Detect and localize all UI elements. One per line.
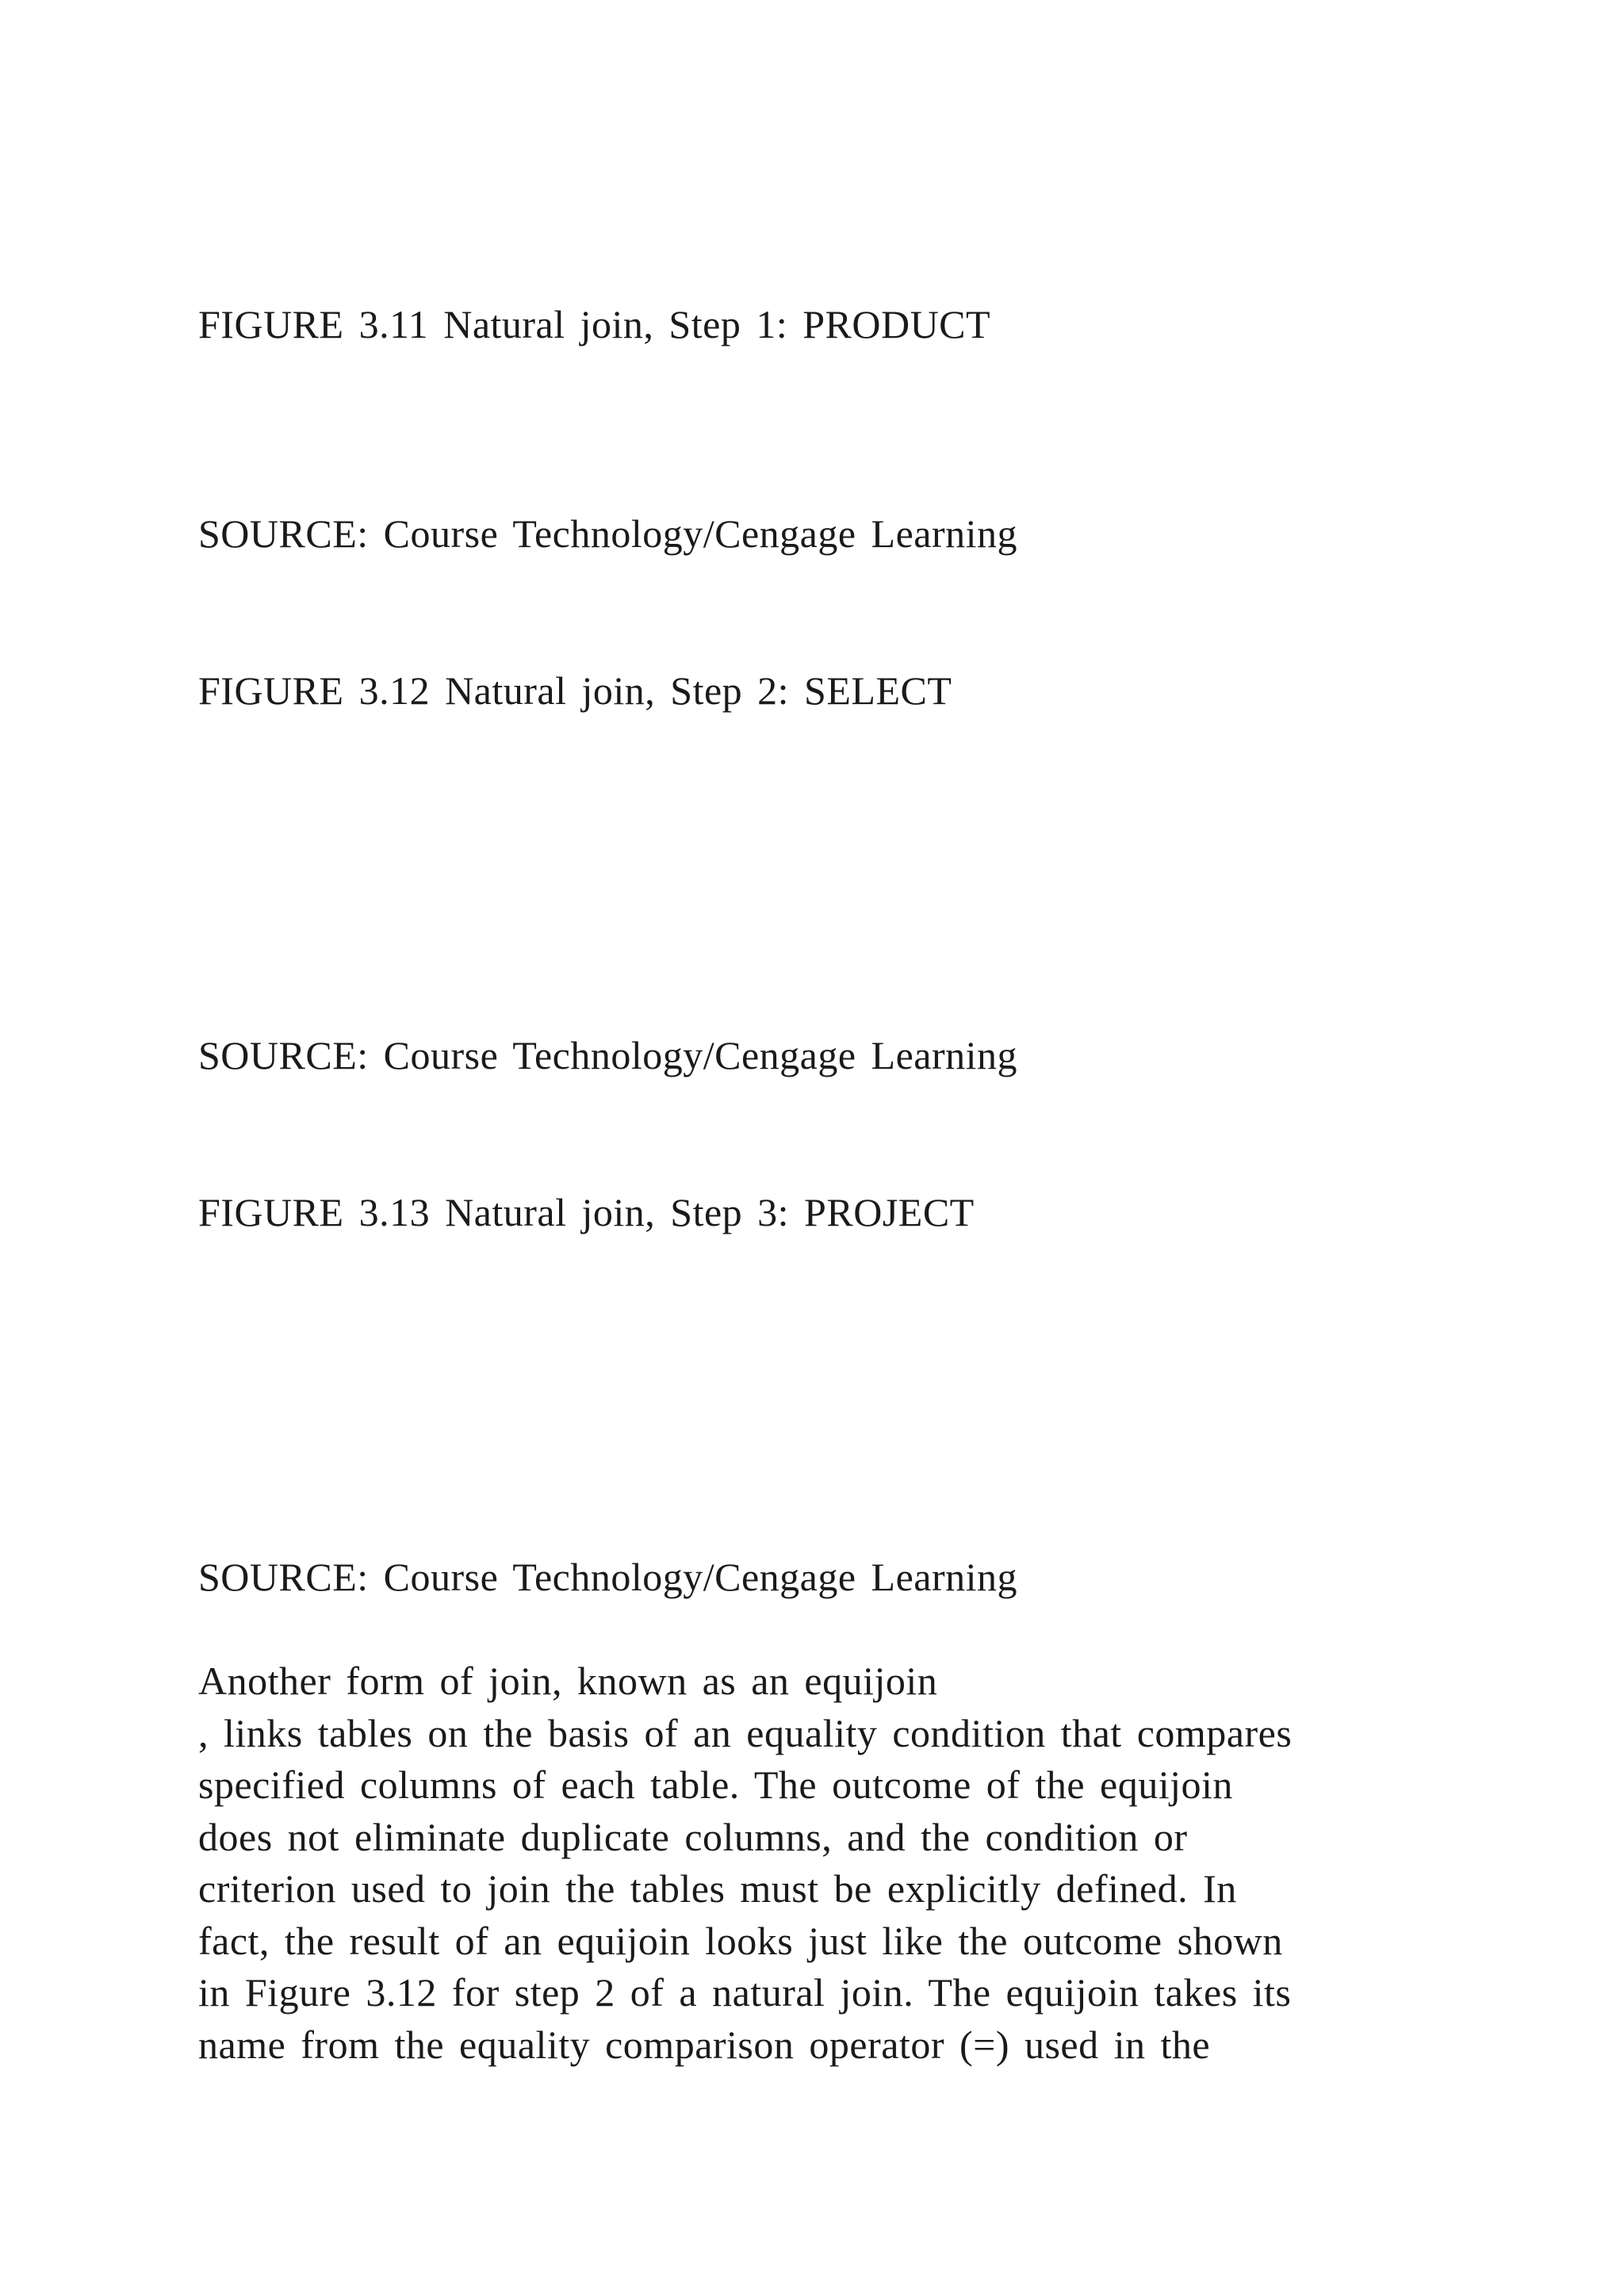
- figure-source-3-12: SOURCE: Course Technology/Cengage Learning: [198, 1033, 1018, 1077]
- paragraph-line: does not eliminate duplicate columns, and the condition or: [198, 1814, 1188, 1859]
- figure-caption-3-11: FIGURE 3.11 Natural join, Step 1: PRODUCT: [198, 302, 991, 346]
- paragraph-line: fact, the result of an equijoin looks just like the outcome shown: [198, 1918, 1283, 1963]
- paragraph-line: specified columns of each table. The outcome of the equijoin: [198, 1762, 1233, 1807]
- paragraph-line: , links tables on the basis of an equality condition that compares: [198, 1710, 1293, 1755]
- figure-source-3-11: SOURCE: Course Technology/Cengage Learning: [198, 511, 1018, 556]
- paragraph-line: in Figure 3.12 for step 2 of a natural join. The equijoin takes its: [198, 1970, 1292, 2015]
- body-paragraph-equijoin: [198, 1655, 1292, 2071]
- figure-caption-3-12: FIGURE 3.12 Natural join, Step 2: SELECT: [198, 668, 952, 713]
- paragraph-line: criterion used to join the tables must be explicitly defined. In: [198, 1866, 1237, 1911]
- figure-source-3-13: SOURCE: Course Technology/Cengage Learning: [198, 1555, 1018, 1599]
- paragraph-line: Another form of join, known as an equijoin: [198, 1659, 938, 1703]
- paragraph-line: name from the equality comparison operator (=) used in the: [198, 2022, 1211, 2067]
- figure-caption-3-13: FIGURE 3.13 Natural join, Step 3: PROJECT: [198, 1190, 975, 1234]
